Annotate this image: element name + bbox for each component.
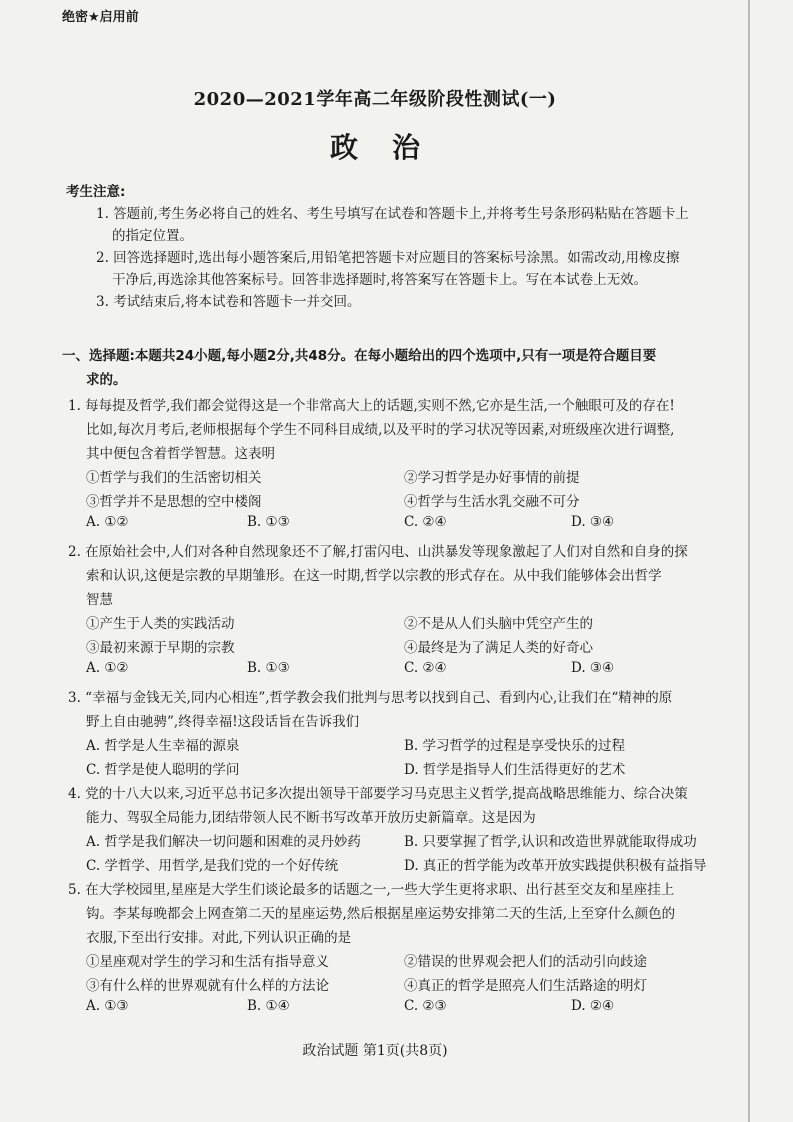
notice-heading: 考生注意: xyxy=(66,184,126,200)
q4-option: D. 真正的哲学能为改革开放实践提供积极有益指导 xyxy=(404,858,707,874)
q3-option: D. 哲学是指导人们生活得更好的艺术 xyxy=(404,762,626,778)
q4-option: A. 哲学是我们解决一切问题和困难的灵丹妙药 xyxy=(86,834,361,850)
q1-statement: ③哲学并不是思想的空中楼阁 xyxy=(86,494,262,510)
page-footer: 政治试题 第1页(共8页) xyxy=(302,1043,448,1059)
q4-stem: 4. 党的十八大以来,习近平总书记多次提出领导干部要学习马克思主义哲学,提高战略思维能力、综合决策 xyxy=(68,786,688,802)
q1-stem: 1. 每每提及哲学,我们都会觉得这是一个非常高大上的话题,实则不然,它亦是生活,一个触眼可及的存在! xyxy=(68,398,675,414)
q5-option: C. ②③ xyxy=(404,998,447,1014)
q4-stem: 能力、驾驭全局能力,团结带领人民不断书写改革开放历史新篇章。这是因为 xyxy=(86,810,536,826)
section-heading-cont: 求的。 xyxy=(86,372,127,388)
q5-option: B. ①④ xyxy=(247,998,290,1014)
q5-statement: ②错误的世界观会把人们的活动引向歧途 xyxy=(404,954,647,970)
q2-option: A. ①② xyxy=(86,660,129,676)
q2-stem: 2. 在原始社会中,人们对各种自然现象还不了解,打雷闪电、山洪暴发等现象激起了人们对自然和自身的探 xyxy=(68,544,688,560)
q2-statement: ④最终是为了满足人类的好奇心 xyxy=(404,640,593,656)
q1-stem: 其中便包含着哲学智慧。这表明 xyxy=(86,446,275,462)
q2-stem: 智慧 xyxy=(86,592,113,608)
section-heading: 一、选择题:本题共24小题,每小题2分,共48分。在每小题给出的四个选项中,只有一项是符合题目要 xyxy=(62,348,657,364)
q2-statement: ②不是从人们头脑中凭空产生的 xyxy=(404,616,593,632)
notice-line: 1. 答题前,考生务必将自己的姓名、考生号填写在试卷和答题卡上,并将考生号条形码粘贴在答题卡上 xyxy=(96,206,689,222)
q5-statement: ④真正的哲学是照亮人们生活路途的明灯 xyxy=(404,978,647,994)
q2-statement: ①产生于人类的实践活动 xyxy=(86,616,235,632)
q1-option: D. ③④ xyxy=(571,514,615,530)
q5-statement: ①星座观对学生的学习和生活有指导意义 xyxy=(86,954,329,970)
q4-option: C. 学哲学、用哲学,是我们党的一个好传统 xyxy=(86,858,339,874)
q3-stem: 3. “幸福与金钱无关,同内心相连”,哲学教会我们批判与思考以找到自己、看到内心,让我们在“精神的原 xyxy=(68,690,673,706)
q1-statement: ②学习哲学是办好事情的前提 xyxy=(404,470,580,486)
q5-option: D. ②④ xyxy=(571,998,615,1014)
q5-stem: 钩。李某每晚都会上网查第二天的星座运势,然后根据星座运势安排第二天的生活,上至穿什么颜色的 xyxy=(86,906,676,922)
q2-option: D. ③④ xyxy=(571,660,615,676)
q1-stem: 比如,每次月考后,老师根据每个学生不同科目成绩,以及平时的学习状况等因素,对班级座次进行调整, xyxy=(86,422,675,438)
q5-stem: 衣服,下至出行安排。对此,下列认识正确的是 xyxy=(86,930,352,946)
q5-option: A. ①③ xyxy=(86,998,129,1014)
notice-line: 2. 回答选择题时,选出每小题答案后,用铅笔把答题卡对应题目的答案标号涂黑。如需改动,用橡皮擦 xyxy=(96,250,680,266)
page-fold-line xyxy=(748,0,750,1122)
exam-title: 2020—2021学年高二年级阶段性测试(一) xyxy=(193,89,557,110)
q2-option: B. ①③ xyxy=(247,660,290,676)
q4-option: B. 只要掌握了哲学,认识和改造世界就能取得成功 xyxy=(404,834,697,850)
notice-line: 干净后,再选涂其他答案标号。回答非选择题时,将答案写在答题卡上。写在本试卷上无效。 xyxy=(112,272,648,288)
q1-option: B. ①③ xyxy=(247,514,290,530)
q1-statement: ①哲学与我们的生活密切相关 xyxy=(86,470,262,486)
q2-option: C. ②④ xyxy=(404,660,447,676)
q3-option: C. 哲学是使人聪明的学问 xyxy=(86,762,240,778)
secret-label: 绝密★启用前 xyxy=(62,10,139,25)
q5-stem: 5. 在大学校园里,星座是大学生们谈论最多的话题之一,一些大学生更将求职、出行甚至交友和星座挂上 xyxy=(68,882,675,898)
q3-stem: 野上自由驰骋”,终得幸福!这段话旨在告诉我们 xyxy=(86,714,360,730)
q5-statement: ③有什么样的世界观就有什么样的方法论 xyxy=(86,978,329,994)
q2-statement: ③最初来源于早期的宗教 xyxy=(86,640,235,656)
notice-line: 的指定位置。 xyxy=(112,228,193,244)
q2-stem: 索和认识,这便是宗教的早期雏形。在这一时期,哲学以宗教的形式存在。从中我们能够体会出哲学 xyxy=(86,568,662,584)
q1-option: C. ②④ xyxy=(404,514,447,530)
q1-option: A. ①② xyxy=(86,514,129,530)
q1-statement: ④哲学与生活水乳交融不可分 xyxy=(404,494,580,510)
subject-title: 政治 xyxy=(329,131,454,164)
q3-option: A. 哲学是人生幸福的源泉 xyxy=(86,738,240,754)
q3-option: B. 学习哲学的过程是享受快乐的过程 xyxy=(404,738,626,754)
notice-line: 3. 考试结束后,将本试卷和答题卡一并交回。 xyxy=(96,294,361,310)
